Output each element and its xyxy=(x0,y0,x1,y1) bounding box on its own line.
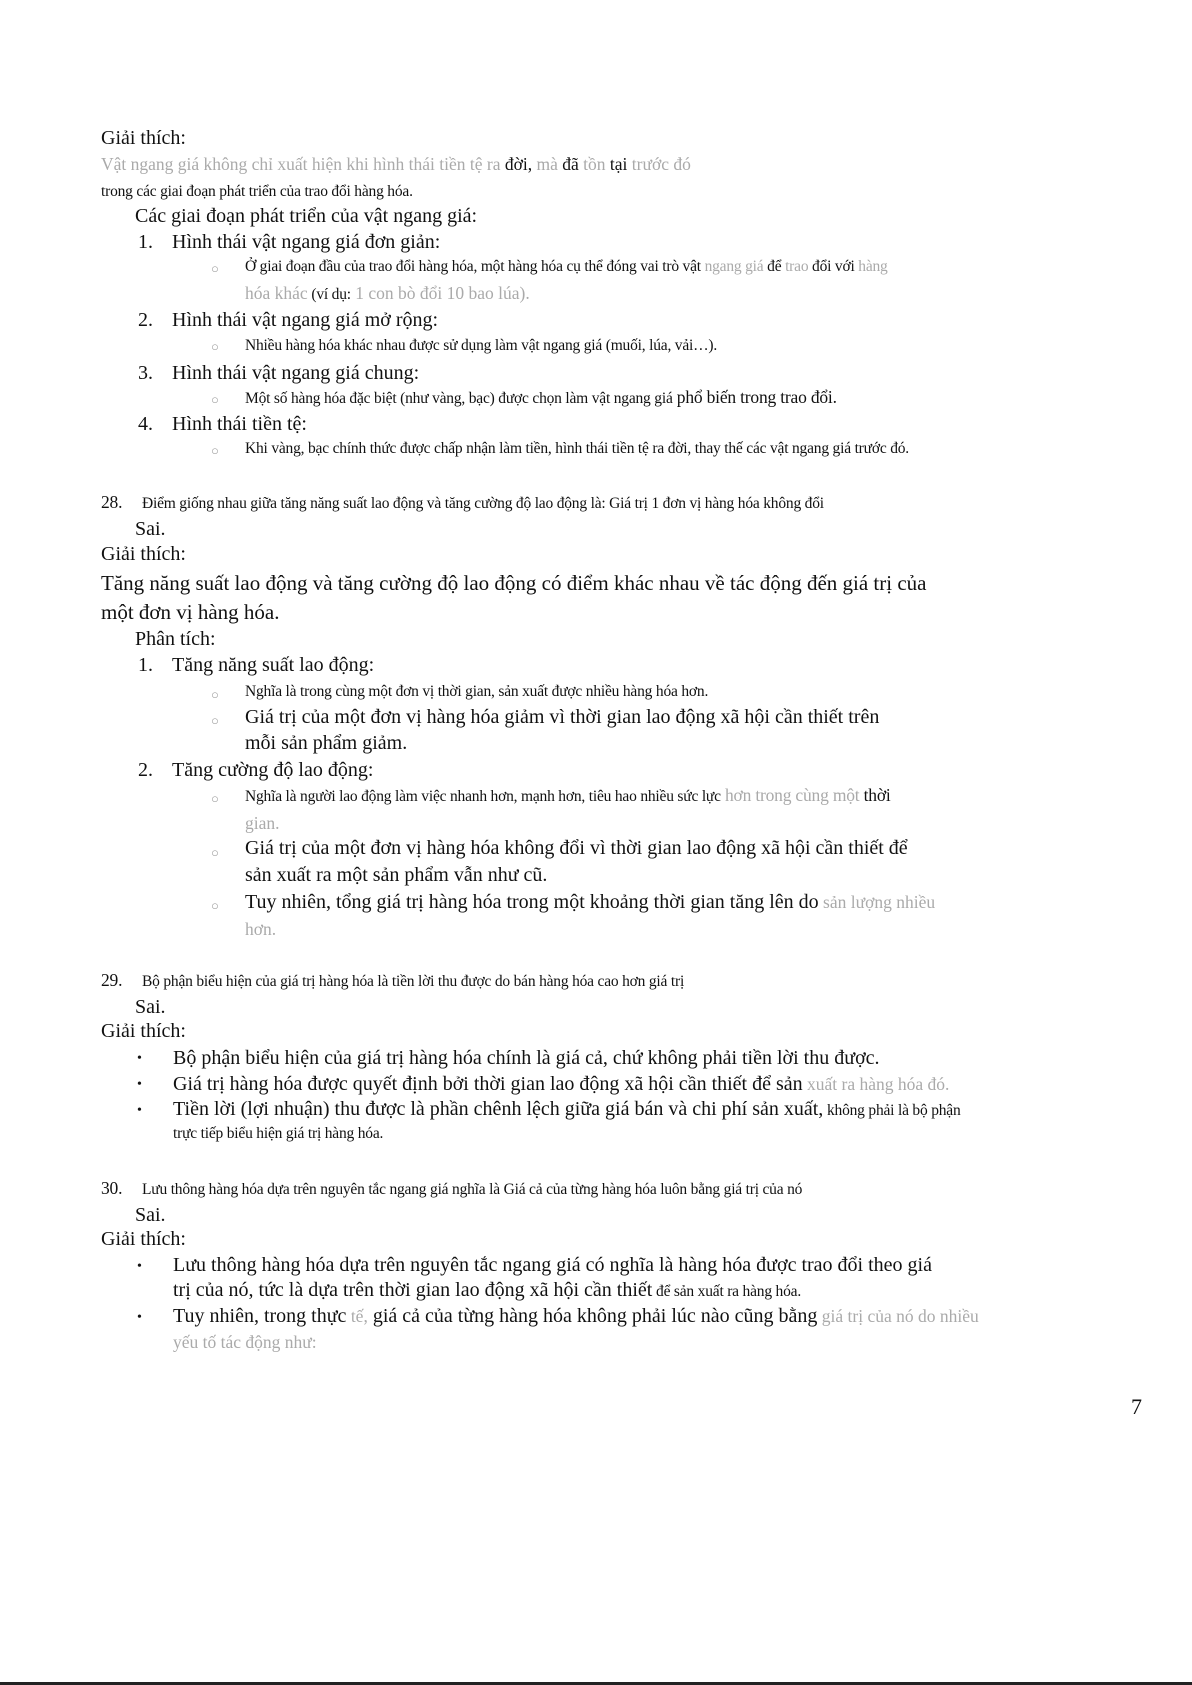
sub-item-line: Một số hàng hóa đặc biệt (như vàng, bạc) được chọn làm vật ngang giá phổ biến trong trao đổi. xyxy=(245,387,837,407)
bullet-line: Lưu thông hàng hóa dựa trên nguyên tắc ngang giá có nghĩa là hàng hóa được trao đổi theo giá xyxy=(173,1254,932,1276)
question-30: 30. Lưu thông hàng hóa dựa trên nguyên tắc ngang giá nghĩa là Giá cả của từng hàng hóa luôn bằng giá trị của nó xyxy=(101,1178,803,1198)
faded-text: Vật ngang giá không chỉ xuất hiện khi hình thái tiền tệ ra xyxy=(101,154,501,174)
paragraph-line xyxy=(101,156,691,174)
list-item-3: 3. Hình thái vật ngang giá chung: xyxy=(138,362,420,384)
bullet-line: Tiền lời (lợi nhuận) thu được là phần chênh lệch giữa giá bán và chi phí sản xuất, không phải là bộ phận xyxy=(173,1098,961,1120)
circle-bullet-icon: ○ xyxy=(211,443,219,458)
circle-bullet-icon: ○ xyxy=(211,339,219,354)
text-span: tại xyxy=(605,154,628,174)
page-number: 7 xyxy=(1131,1394,1142,1419)
list-item-2: 2. Hình thái vật ngang giá mở rộng: xyxy=(138,309,439,331)
bullet-line: Giá trị hàng hóa được quyết định bởi thời gian lao động xã hội cần thiết để sản xuất ra hàng hóa đó. xyxy=(173,1073,950,1095)
list-item-2: 2. Tăng cường độ lao động: xyxy=(138,759,374,781)
circle-bullet-icon: ○ xyxy=(211,687,219,702)
sub-item-line: Nhiều hàng hóa khác nhau được sử dụng làm vật ngang giá (muối, lúa, vải…). xyxy=(245,337,718,354)
sub-item-line: gian. xyxy=(245,813,280,833)
list-item-4: 4. Hình thái tiền tệ: xyxy=(138,413,307,435)
bullet-line: trực tiếp biểu hiện giá trị hàng hóa. xyxy=(173,1125,384,1142)
sub-item-line: sản xuất ra một sản phẩm vẫn như cũ. xyxy=(245,864,548,886)
section-heading: Các giai đoạn phát triển của vật ngang giá: xyxy=(135,205,478,227)
answer-false: Sai. xyxy=(135,996,166,1018)
circle-bullet-icon: ○ xyxy=(211,845,219,860)
bullet-line: Tuy nhiên, trong thực tế, giá cả của từng hàng hóa không phải lúc nào cũng bằng giá trị của nó do nhiều xyxy=(173,1305,979,1327)
faded-text: trước đó xyxy=(627,154,691,174)
answer-false: Sai. xyxy=(135,518,166,540)
sub-item-line: Giá trị của một đơn vị hàng hóa giảm vì thời gian lao động xã hội cần thiết trên xyxy=(245,706,880,728)
faded-text: mà xyxy=(532,154,558,174)
sub-item-line: Nghĩa là người lao động làm việc nhanh hơn, mạnh hơn, tiêu hao nhiều sức lực hơn trong cùng một thời xyxy=(245,785,891,805)
text-span: đã xyxy=(557,154,579,174)
section-heading: Phân tích: xyxy=(135,628,216,650)
bullet-icon: • xyxy=(137,1310,142,1325)
answer-false: Sai. xyxy=(135,1204,166,1226)
faded-text: tồn xyxy=(578,154,606,174)
question-29: 29. Bộ phận biểu hiện của giá trị hàng hóa là tiền lời thu được do bán hàng hóa cao hơn giá trị xyxy=(101,970,685,990)
sub-item-line: Giá trị của một đơn vị hàng hóa không đổi vì thời gian lao động xã hội cần thiết để xyxy=(245,837,908,859)
explanation-heading: Giải thích: xyxy=(101,543,186,565)
sub-item-line: Tuy nhiên, tổng giá trị hàng hóa trong một khoảng thời gian tăng lên do sản lượng nhiều xyxy=(245,891,936,913)
bullet-line: trị của nó, tức là dựa trên thời gian lao động xã hội cần thiết để sản xuất ra hàng hóa. xyxy=(173,1279,801,1301)
circle-bullet-icon: ○ xyxy=(211,261,219,276)
sub-item-line: Nghĩa là trong cùng một đơn vị thời gian, sản xuất được nhiều hàng hóa hơn. xyxy=(245,683,709,700)
bullet-icon: • xyxy=(137,1259,142,1274)
sub-item-line: hơn. xyxy=(245,919,277,939)
paragraph-line: trong các giai đoạn phát triển của trao đổi hàng hóa. xyxy=(101,183,413,200)
list-item-1: 1. Tăng năng suất lao động: xyxy=(138,654,375,676)
circle-bullet-icon: ○ xyxy=(211,713,219,728)
text-span: đời, xyxy=(500,154,533,174)
sub-item-line: mỗi sản phẩm giảm. xyxy=(245,732,408,754)
circle-bullet-icon: ○ xyxy=(211,392,219,407)
sub-item-line: hóa khác (ví dụ: 1 con bò đổi 10 bao lúa). xyxy=(245,283,530,303)
question-28: 28. Điểm giống nhau giữa tăng năng suất lao động và tăng cường độ lao động là: Giá trị 1 đơn vị hàng hóa không đổi xyxy=(101,492,824,512)
bullet-icon: • xyxy=(137,1103,142,1118)
bullet-line: Bộ phận biểu hiện của giá trị hàng hóa chính là giá cả, chứ không phải tiền lời thu được. xyxy=(173,1047,880,1069)
bullet-line: yếu tố tác động như: xyxy=(173,1332,317,1352)
explanation-heading: Giải thích: xyxy=(101,1228,186,1250)
paragraph-line: Tăng năng suất lao động và tăng cường độ lao động có điểm khác nhau về tác động đến giá trị của xyxy=(101,571,927,595)
circle-bullet-icon: ○ xyxy=(211,898,219,913)
sub-item-line: Ở giai đoạn đầu của trao đổi hàng hóa, một hàng hóa cụ thể đóng vai trò vật ngang giá để trao đổi với hàng xyxy=(245,258,888,275)
explanation-heading: Giải thích: xyxy=(101,127,186,149)
bullet-icon: • xyxy=(137,1051,142,1066)
list-item-1: 1. Hình thái vật ngang giá đơn giản: xyxy=(138,231,441,253)
explanation-heading: Giải thích: xyxy=(101,1020,186,1042)
paragraph-line: một đơn vị hàng hóa. xyxy=(101,600,280,624)
sub-item-line: Khi vàng, bạc chính thức được chấp nhận làm tiền, hình thái tiền tệ ra đời, thay thế các vật ngang giá trước đó. xyxy=(245,440,909,457)
bullet-icon: • xyxy=(137,1077,142,1092)
circle-bullet-icon: ○ xyxy=(211,791,219,806)
